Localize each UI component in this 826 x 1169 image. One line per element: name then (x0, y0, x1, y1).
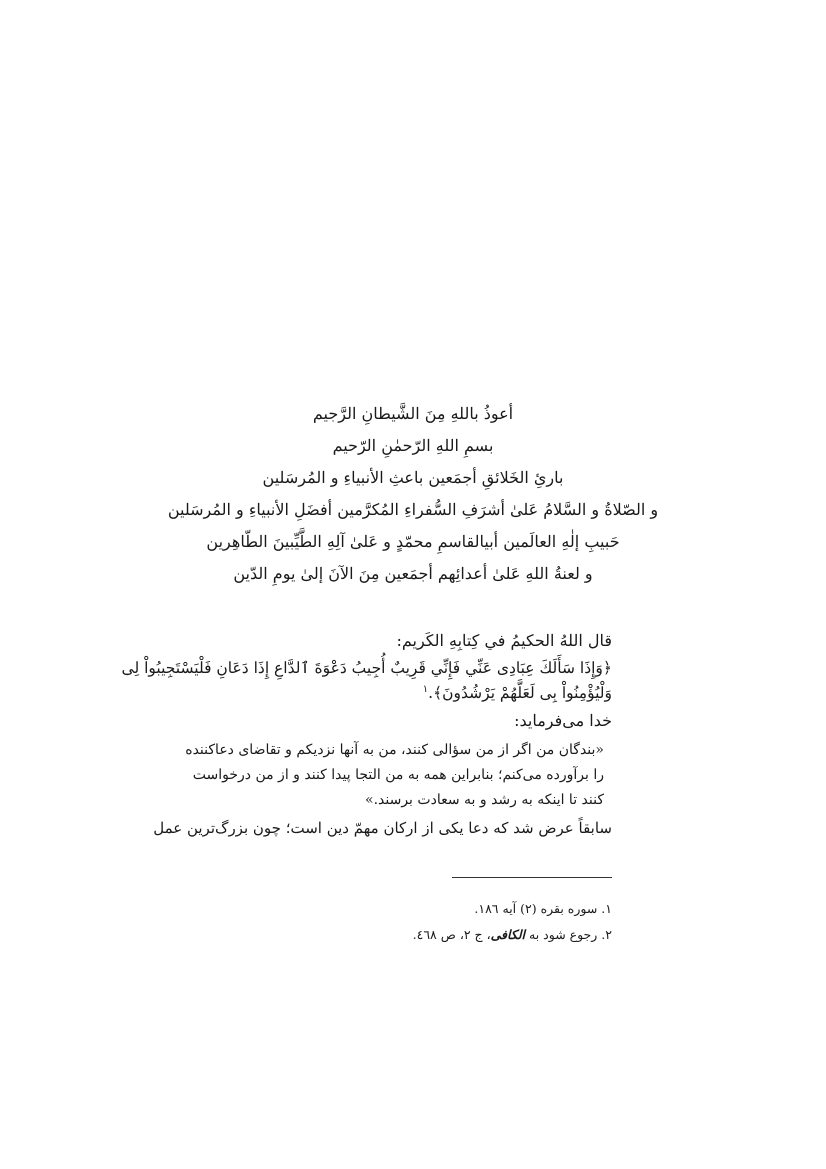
quran-intro: قال اللهُ الحكيمُ في كِتابِهِ الكَريم: (396, 631, 612, 650)
footnote-2-suffix: ، ج ٢، ص ٤٦٨. (412, 927, 491, 942)
body-paragraph: سابقاً عرض شد که دعا یکی از ارکان مهمّ دین است؛ چون بزرگ‌ترین عمل (153, 819, 612, 837)
verse-line-2-text: وَلْيُؤْمِنُواْ بِى لَعَلَّهُمْ يَرْشُدُونَ﴾. (428, 684, 612, 702)
opening-line-1: أعوذُ باللهِ مِنَ الشَّيطانِ الرَّجيم (312, 404, 514, 423)
footnotes (400, 896, 612, 948)
opening-line-5: حَبيبِ إلٰهِ العالَمين أبیالقاسمِ محمّدٍ و عَلیٰ آلِهِ الطَّيِّبينَ الطّاهِرين (206, 532, 620, 551)
opening-line-2: بسمِ اللهِ الرّحمٰنِ الرّحيم (332, 436, 494, 455)
translation-line-2: را برآورده می‌کنم؛ بنابراین همه به من التجا پیدا کنند و از من درخواست (192, 767, 604, 783)
opening-line-6: و لعنةُ اللهِ عَلیٰ أعدائِهم أجمَعين مِنَ الآنَ إلیٰ يومِ الدّين (233, 564, 593, 583)
opening-line-3: بارئِ الخَلائقِ أجمَعين باعثِ الأنبياءِ و المُرسَلين (262, 468, 564, 487)
footnote-divider (452, 877, 612, 878)
quran-verse (121, 656, 612, 706)
opening-invocation (150, 398, 676, 590)
footnote-1: ١. سوره بقره (٢) آیه ١٨٦. (474, 901, 612, 916)
opening-line-4: و الصّلاةُ و السَّلامُ عَلیٰ أشرَفِ السُّفراءِ المُكرَّمين أفضَلِ الأنبياءِ و المُرسَلين (167, 500, 659, 519)
verse-line-2 (190, 681, 612, 706)
verse-translation (185, 738, 612, 813)
translation-intro: خدا می‌فرماید: (514, 711, 612, 730)
footnote-2-prefix: ٢. رجوع شود به (529, 927, 612, 942)
translation-line-1: «بندگان من اگر از من سؤالی کنند، من به آنها نزدیکم و تقاضای دعاکننده (185, 742, 604, 758)
verse-line-1: ﴿وَإِذَا سَأَلَكَ عِبَادِى عَنِّي فَإِنِّي قَرِيبٌ أُجِيبُ دَعْوَةَ ٱلدَّاعِ إِذَا دَعَانِ فَلْيَسْتَجِيبُواْ لِى (121, 659, 612, 677)
footnote-2 (400, 922, 612, 948)
main-text (121, 628, 612, 841)
translation-line-3: کنند تا اینکه به رشد و به سعادت برسند.» (365, 792, 604, 808)
footnote-2-book-title: الكافی (490, 927, 526, 942)
footnote-mark-1: ١ (422, 683, 429, 695)
